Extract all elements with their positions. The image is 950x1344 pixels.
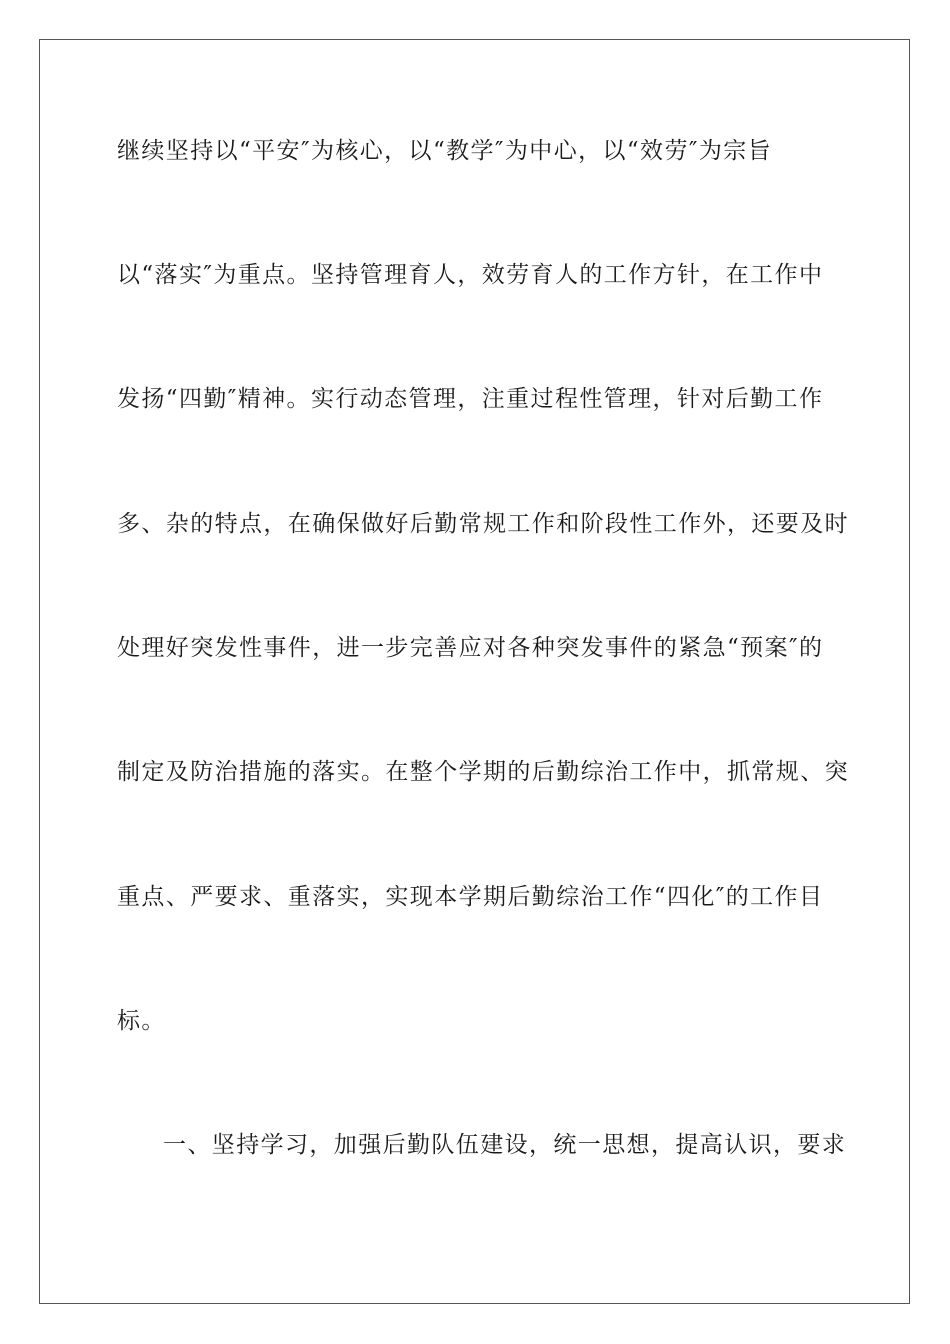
paragraph-line: 发扬“四勤″精神。实行动态管理，注重过程性管理，针对后勤工作 [117,386,824,412]
paragraph-line: 处理好突发性事件，进一步完善应对各种突发事件的紧急“预案″的 [117,635,824,661]
paragraph-line: 继续坚持以“平安″为核心，以“教学″为中心，以“效劳″为宗旨 [117,138,773,164]
paragraph-line: 制定及防治措施的落实。在整个学期的后勤综治工作中，抓常规、突 [117,759,849,785]
paragraph-line: 多、杂的特点，在确保做好后勤常规工作和阶段性工作外，还要及时 [117,511,849,537]
page-border [39,39,910,1304]
paragraph-line: 标。 [117,1008,166,1034]
paragraph-line: 以“落实″为重点。坚持管理育人，效劳育人的工作方针，在工作中 [117,262,824,288]
section-heading-line: 一、坚持学习，加强后勤队伍建设，统一思想，提高认识，要求 [163,1132,847,1158]
paragraph-line: 重点、严要求、重落实，实现本学期后勤综治工作“四化″的工作目 [117,884,824,910]
